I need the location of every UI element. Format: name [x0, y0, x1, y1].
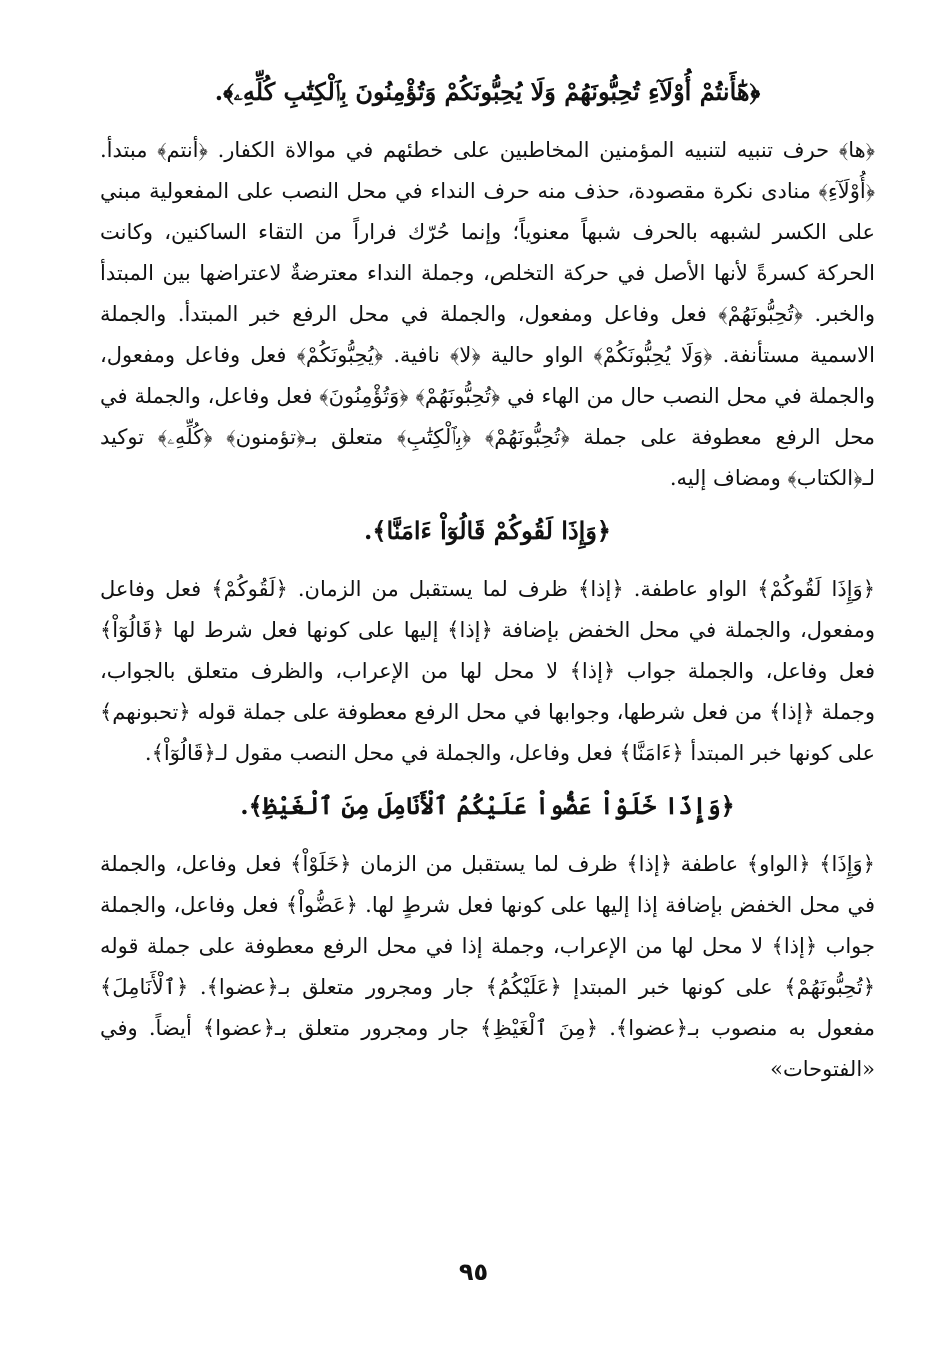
- quran-verse-1: ﴿هَٰٓأَنتُمْ أُوْلَآءِ تُحِبُّونَهُمْ وَلَا يُحِبُّونَكُمْ وَتُؤْمِنُونَ بِٱلْكِتَٰبِ كُلِّهِۦ﴾.: [214, 77, 761, 106]
- grammar-paragraph-1: ﴿ها﴾ حرف تنبيه لتنبيه المؤمنين المخاطبين على خطئهم في موالاة الكفار. ﴿أنتم﴾ مبتدأ. ﴿أُوْلَآءِ﴾ منادى نكرة مقصودة، حذف منه حرف النداء في محل النصب على المفعولية مبني على الكسر لشبهه بالحرف شبهاً معنوياً؛ وإنما حُرّك فراراً من التقاء الساكنين، وكانت الحركة كسرةً لأنها الأصل في حركة التخلص، وجملة النداء معترضةٌ لاعتراضها بين المبتدأ والخبر. ﴿تُحِبُّونَهُمْ﴾ فعل وفاعل ومفعول، والجملة في محل الرفع خبر المبتدأ. والجملة الاسمية مستأنفة. ﴿وَلَا يُحِبُّونَكُمْ﴾ الواو حالية ﴿لا﴾ نافية. ﴿يُحِبُّونَكُمْ﴾ فعل وفاعل ومفعول، والجملة في محل النصب حال من الهاء في ﴿تُحِبُّونَهُمْ﴾ ﴿وَتُؤْمِنُونَ﴾ فعل وفاعل، والجملة في محل الرفع معطوفة على جملة ﴿تُحِبُّونَهُمْ﴾ ﴿بِٱلْكِتَٰبِ﴾ متعلق بـ﴿تؤمنون﴾ ﴿كُلِّهِۦ﴾ توكيد لـ﴿الكتاب﴾ ومضاف إليه.: [100, 138, 875, 490]
- page-number: ٩٥: [458, 1258, 489, 1286]
- grammar-paragraph-3: ﴿وَإِذَا﴾ ﴿الواو﴾ عاطفة ﴿إذا﴾ ظرف لما يستقبل من الزمان ﴿خَلَوْاْ﴾ فعل وفاعل، والجملة في محل الخفض بإضافة إذا إليها على كونها فعل شرطٍ لها. ﴿عَضُّواْ﴾ فعل وفاعل، والجملة جواب ﴿إذا﴾ لا محل لها من الإعراب، وجملة إذا في محل الرفع معطوفة على جملة قوله ﴿تُحِبُّونَهُمْ﴾ على كونها خبر المبتدإ ﴿عَلَيْكُمُ﴾ جار ومجرور متعلق بـ﴿عضوا﴾. ﴿ٱلْأَنَامِلَ﴾ مفعول به منصوب بـ﴿عضوا﴾. ﴿مِنَ ٱلْغَيْظِ﴾ جار ومجرور متعلق بـ﴿عضوا﴾ أيضاً. وفي «الفتوحات»: [100, 852, 875, 1081]
- page-body: [100, 72, 875, 1090]
- grammar-paragraph-2: ﴿وَإِذَا لَقُوكُمْ﴾ الواو عاطفة. ﴿إذا﴾ ظرف لما يستقبل من الزمان. ﴿لَقُوكُمْ﴾ فعل وفاعل ومفعول، والجملة في محل الخفض بإضافة ﴿إذا﴾ إليها على كونها فعل شرط لها ﴿قَالُوٓاْ﴾ فعل وفاعل، والجملة جواب ﴿إذا﴾ لا محل لها من الإعراب، والظرف متعلق بالجواب، وجملة ﴿إذا﴾ من فعل شرطها، وجوابها في محل الرفع معطوفة على جملة قوله ﴿تحبونهم﴾ على كونها خبر المبتدأ ﴿ءَامَنَّا﴾ فعل وفاعل، والجملة في محل النصب مقول لـ﴿قَالُوٓاْ﴾.: [100, 577, 875, 765]
- quran-verse-3: ﴿وَإِذَا خَلَوْاْ عَضُّواْ عَلَيْكُمُ ٱلْأَنَامِلَ مِنَ ٱلْغَيْظِ﴾.: [240, 791, 735, 820]
- quran-verse-2: ﴿وَإِذَا لَقُوكُمْ قَالُوٓاْ ءَامَنَّا﴾.: [364, 516, 611, 545]
